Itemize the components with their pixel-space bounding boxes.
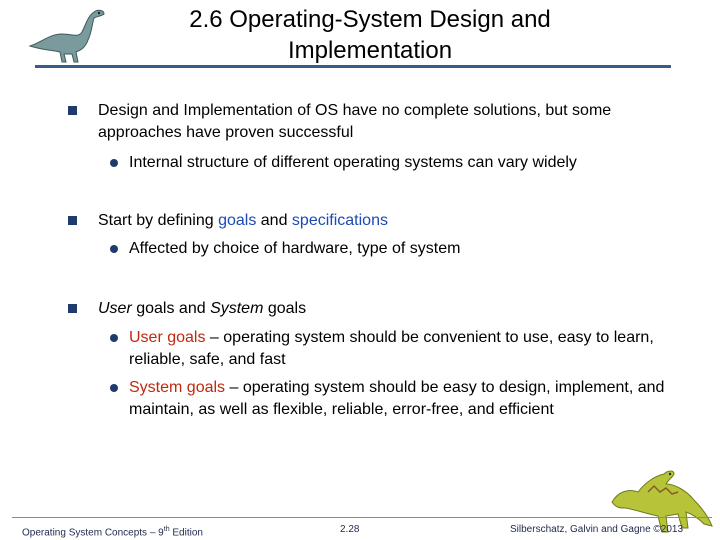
- bullet-1-sub-1-text: Internal structure of different operating systems can vary widely: [129, 154, 577, 171]
- square-bullet-icon: [68, 216, 77, 225]
- round-bullet-icon: [110, 334, 118, 342]
- square-bullet-icon: [68, 304, 77, 313]
- round-bullet-icon: [110, 159, 118, 167]
- bullet-3-sub-1-text: [129, 327, 699, 371]
- round-bullet-icon: [110, 245, 118, 253]
- footer-book-title: [22, 523, 203, 540]
- user-goals-desc: – operating system should be convenient to use, easy to learn, reliable, safe, and fast: [129, 329, 654, 368]
- bullet-3-text-a: goals and: [131, 300, 211, 317]
- round-bullet-icon: [110, 384, 118, 392]
- title-underline: [35, 65, 671, 68]
- footer-page-number: 2.28: [340, 524, 360, 535]
- bullet-1-text: Design and Implementation of OS have no complete solutions, but some approaches have proven successful: [98, 102, 612, 141]
- user-term: User: [98, 300, 132, 317]
- user-goals-term: User goals: [129, 329, 206, 346]
- square-bullet-icon: [68, 106, 77, 115]
- system-goals-desc: – operating system should be easy to design, implement, and maintain, as well as flexible, reliable, error-free, and efficient: [129, 379, 665, 418]
- footer-copyright: Silberschatz, Galvin and Gagne ©2013: [510, 524, 684, 535]
- bullet-3-sub-2-text: [129, 377, 699, 421]
- title-line-1: 2.6 Operating-System Design and: [189, 6, 551, 33]
- bullet-2-sub-1-text: Affected by choice of hardware, type of system: [129, 240, 461, 257]
- dinosaur-logo-icon: [22, 4, 122, 66]
- bullet-2-text-b: and: [256, 212, 292, 229]
- specifications-term: specifications: [291, 212, 388, 229]
- bullet-2-text: [98, 210, 668, 232]
- system-term: System: [210, 300, 264, 317]
- bullet-3-text: [98, 298, 668, 320]
- footer-divider: [12, 517, 712, 518]
- bullet-2-text-a: Start by defining: [98, 212, 219, 229]
- title-line-2: Implementation: [287, 37, 453, 64]
- footer-book-sup: th: [163, 526, 170, 533]
- bullet-3-text-b: goals: [263, 300, 307, 317]
- footer-book-a: Operating System Concepts – 9: [22, 527, 164, 539]
- system-goals-term: System goals: [129, 379, 226, 396]
- goals-term: goals: [218, 212, 257, 229]
- footer-book-b: Edition: [169, 527, 203, 539]
- slide-title: [130, 4, 610, 66]
